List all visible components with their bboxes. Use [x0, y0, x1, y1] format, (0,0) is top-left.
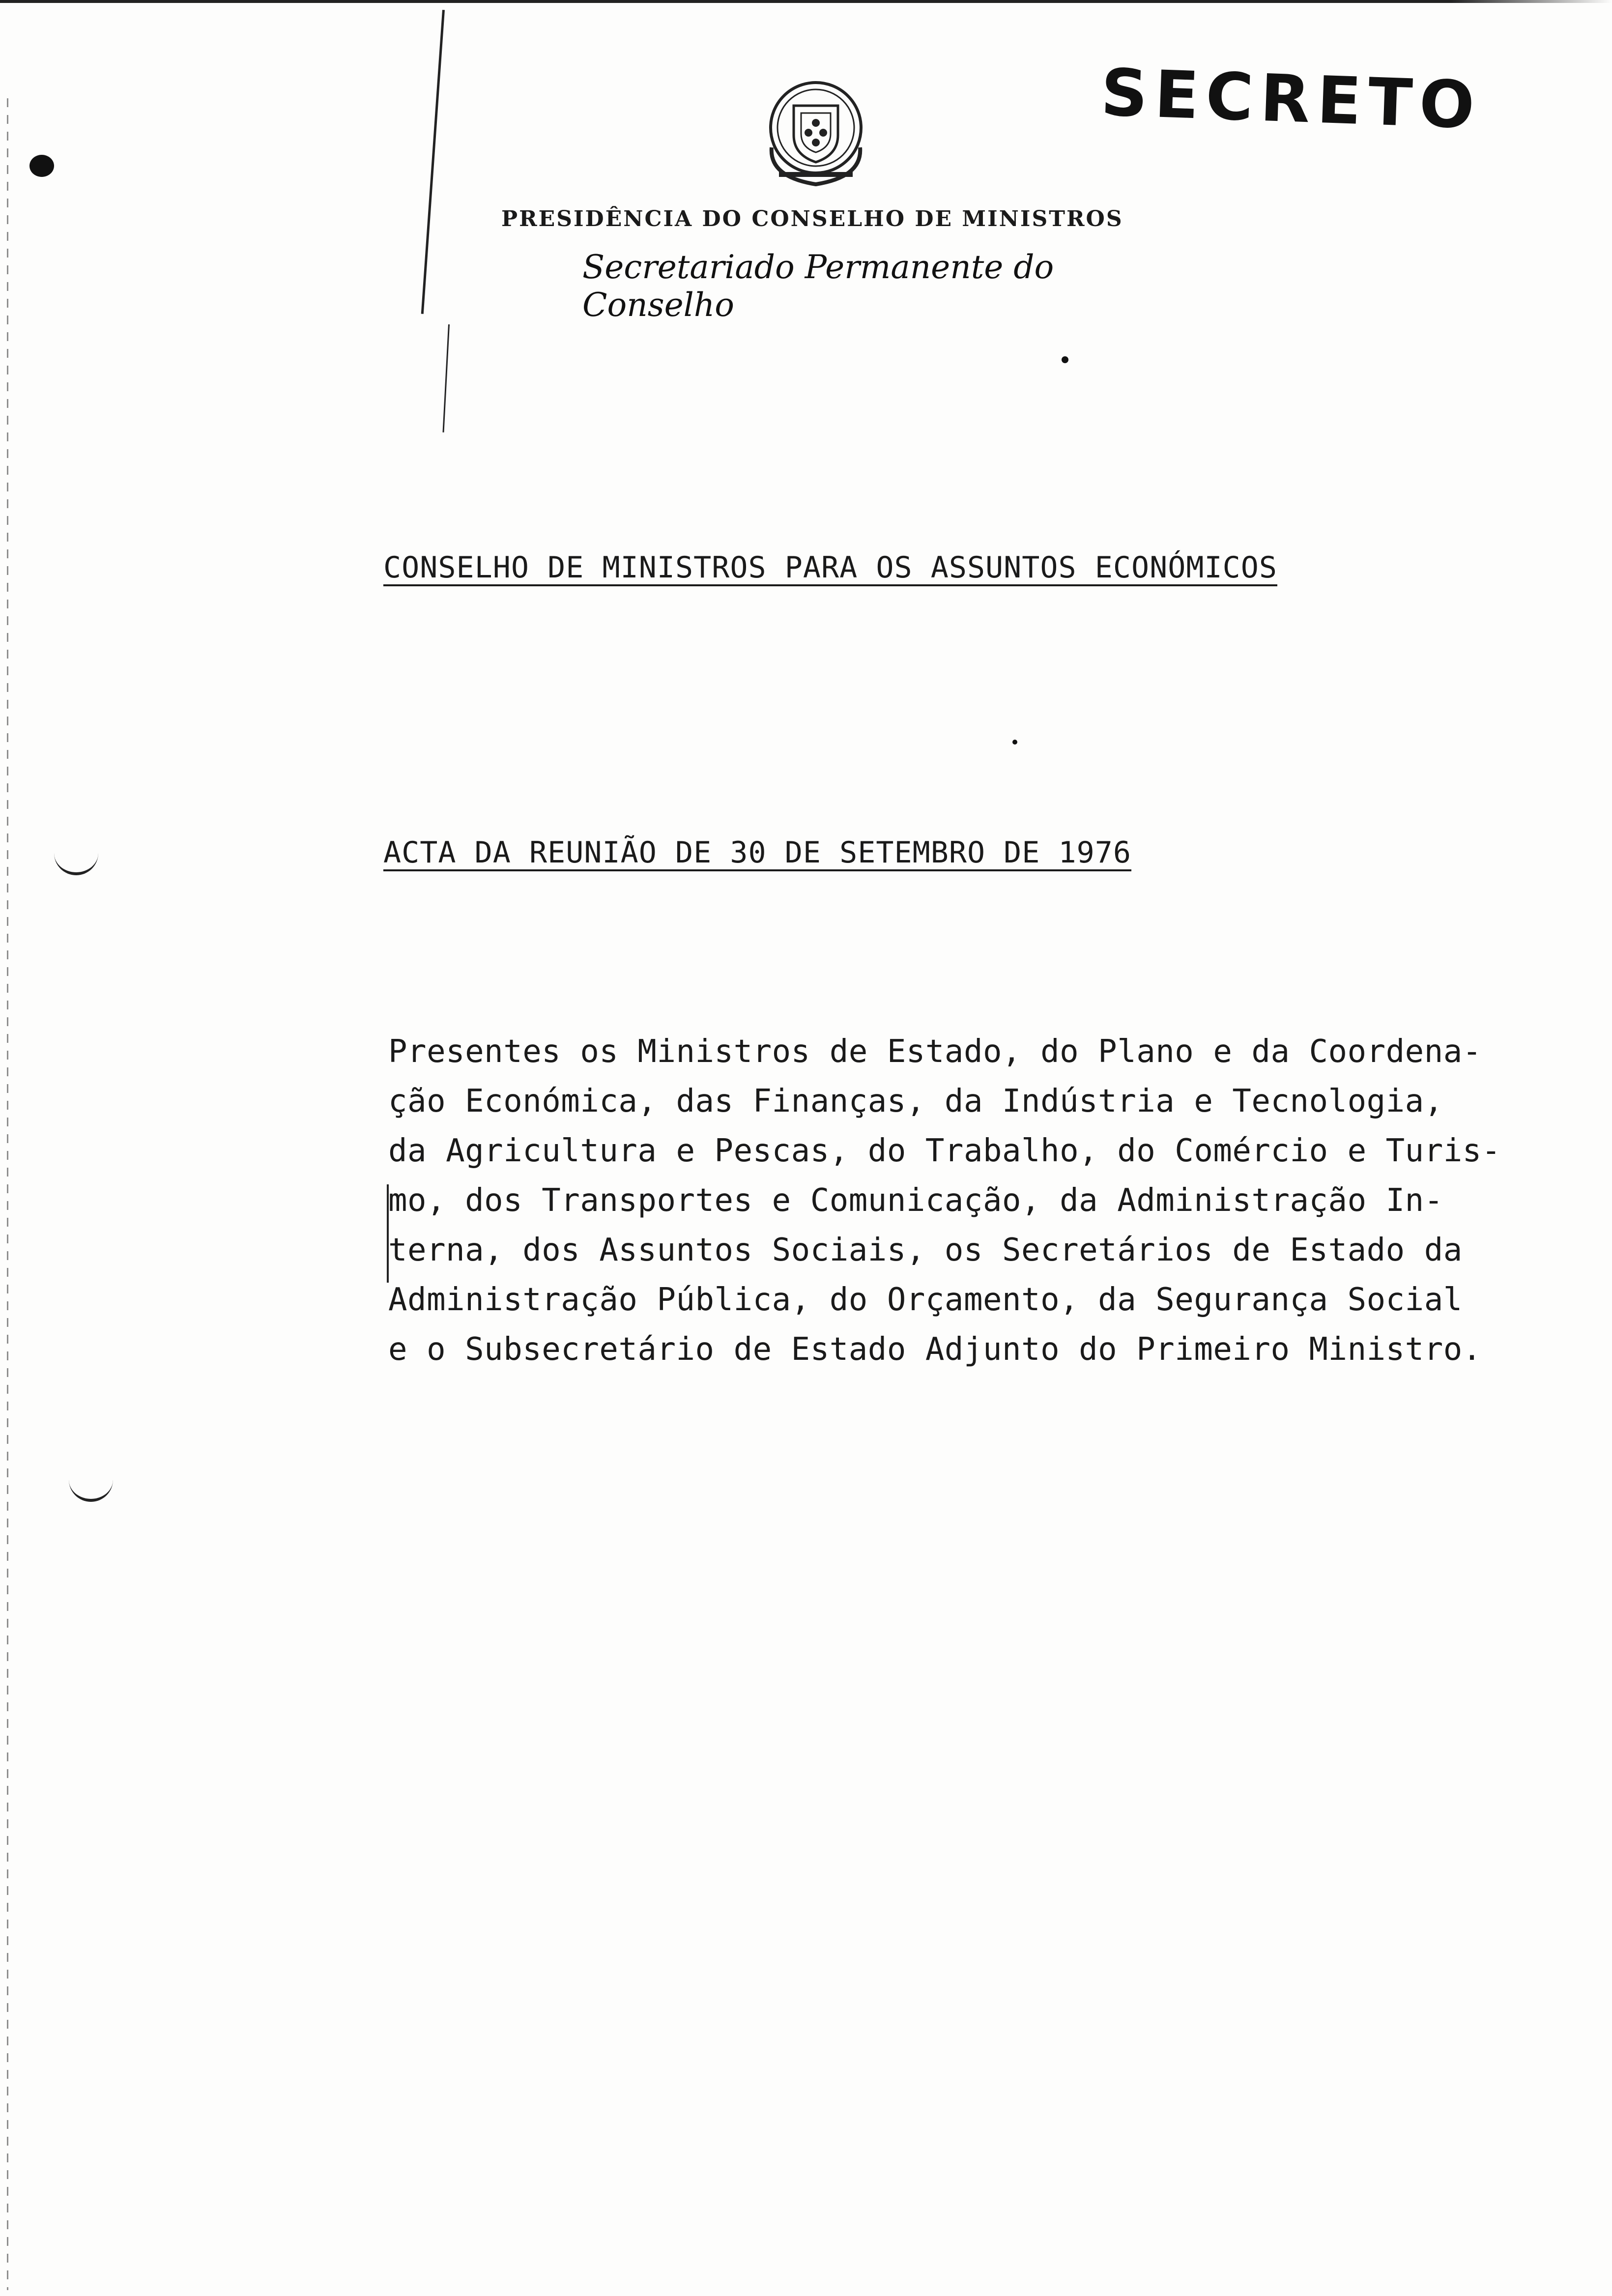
margin-pen-line-lower	[442, 324, 450, 432]
portuguese-coat-of-arms-icon	[759, 74, 872, 192]
institution-name: PRESIDÊNCIA DO CONSELHO DE MINISTROS	[501, 206, 1123, 231]
paragraph-line: terna, dos Assuntos Sociais, os Secretários de Estado da	[388, 1232, 1463, 1268]
punch-hole-mark	[69, 1469, 113, 1502]
department-name: Secretariado Permanente do Conselho	[582, 248, 1054, 324]
classification-stamp: SECRETO	[1099, 55, 1483, 144]
ink-dot	[1062, 356, 1068, 363]
minutes-title: ACTA DA REUNIÃO DE 30 DE SETEMBRO DE 1976	[383, 835, 1132, 870]
scan-binding-edge	[7, 98, 8, 2290]
attendance-paragraph	[388, 1027, 1538, 1375]
punch-hole-mark	[54, 843, 98, 875]
council-title: CONSELHO DE MINISTROS PARA OS ASSUNTOS ECONÓMICOS	[383, 550, 1278, 585]
scan-top-edge	[0, 0, 1612, 3]
paragraph-line: ção Económica, das Finanças, da Indústria e Tecnologia,	[388, 1083, 1443, 1119]
paragraph-line: Presentes os Ministros de Estado, do Plano e da Coordena-	[388, 1033, 1482, 1070]
ink-dot	[1012, 740, 1017, 745]
paragraph-line: da Agricultura e Pescas, do Trabalho, do Comércio e Turis-	[388, 1133, 1501, 1169]
paragraph-line: e o Subsecretário de Estado Adjunto do Primeiro Ministro.	[388, 1331, 1482, 1368]
paragraph-line: Administração Pública, do Orçamento, da Segurança Social	[388, 1282, 1463, 1318]
ink-smudge	[29, 155, 54, 177]
margin-pen-line	[421, 10, 445, 314]
paragraph-line: mo, dos Transportes e Comunicação, da Administração In-	[388, 1182, 1443, 1219]
